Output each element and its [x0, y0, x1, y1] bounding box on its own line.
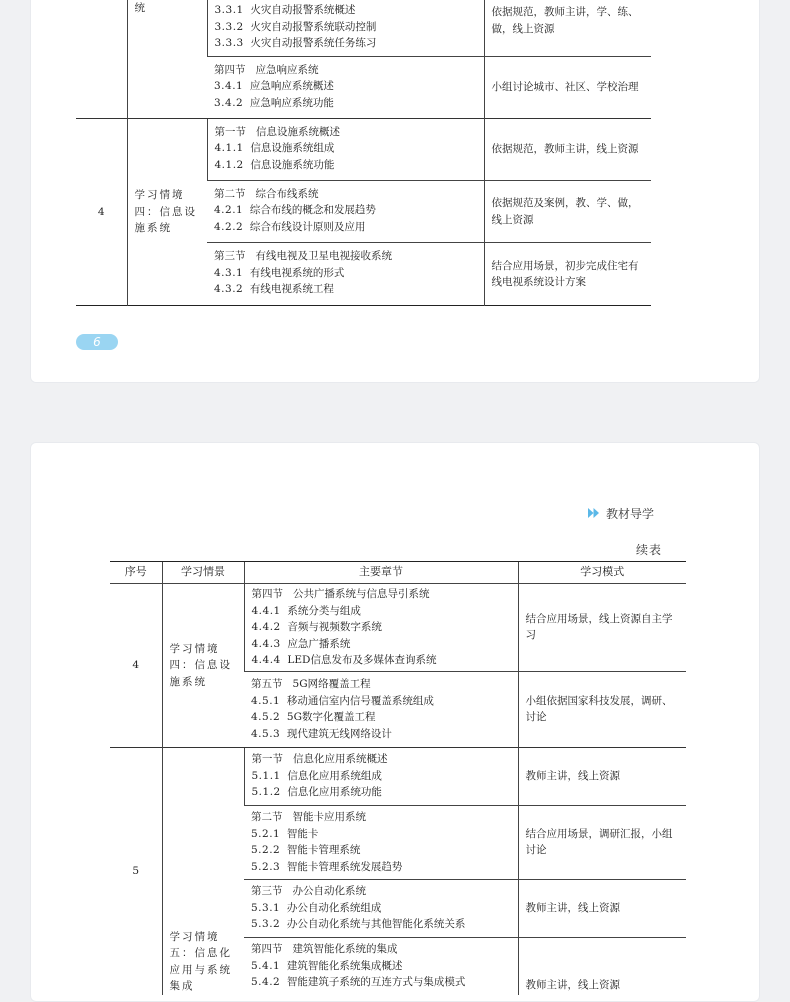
chapter-line: 4.3.2 有线电视系统工程: [214, 283, 334, 296]
chapter-cell: [207, 243, 484, 306]
chapter-line: 第一节 信息设施系统概述: [214, 125, 341, 138]
chapter-line: 4.5.2 5G数字化覆盖工程: [251, 711, 376, 723]
chapter-line: 第三节 有线电视及卫星电视接收系统: [214, 250, 393, 263]
chapter-line: 第三节 办公自动化系统: [251, 885, 367, 898]
mode-cell: 依据规范，教师主讲，线上资源: [484, 119, 651, 181]
chapter-line: 5.4.2 智能建筑子系统的互连方式与集成模式: [251, 976, 466, 989]
chapter-line: 4.1.2 信息设施系统功能: [214, 158, 335, 171]
chapter-line: 5.2.1 智能卡: [251, 827, 319, 840]
chapter-line: 4.5.3 现代建筑无线网络设计: [251, 727, 392, 740]
chapter-line: 5.4.1 建筑智能化系统集成概述: [251, 959, 403, 972]
chapter-cell: [207, 181, 484, 243]
chapter-line: 第四节 建筑智能化系统的集成: [251, 943, 398, 956]
chapter-cell: [244, 584, 518, 672]
chapter-line: 3.3.2 火灾自动报警系统联动控制: [214, 20, 377, 33]
guide-label: 教材导学: [606, 506, 655, 521]
chapter-line: 3.3.1 火灾自动报警系统概述: [214, 4, 356, 17]
chapter-line: 第五节 5G网络覆盖工程: [251, 678, 371, 690]
index-cell: 4: [76, 119, 127, 306]
chapter-line: 5.1.1 信息化应用系统组成: [251, 769, 382, 782]
context-cell: 学习情境五：信息化应用与系统集成: [162, 747, 244, 995]
chapter-line: 3.4.2 应急响应系统功能: [214, 96, 334, 109]
table-row: [110, 584, 686, 672]
chapter-line: 5.3.2 办公自动化系统与其他智能化系统关系: [251, 918, 466, 931]
chapter-line: 4.1.1 信息设施系统组成: [214, 142, 335, 155]
chapter-cell: [244, 937, 518, 995]
chapter-cell: [244, 747, 518, 805]
chapter-line: 3.4.1 应急响应系统概述: [214, 80, 334, 93]
column-header-context: 学习情景: [162, 562, 244, 584]
table-header-row: [110, 562, 686, 584]
learning-table-page-2: [110, 561, 686, 995]
chapter-line: 3.3.3 火灾自动报警系统任务练习: [214, 37, 377, 50]
index-cell: 4: [110, 584, 162, 748]
chapter-line: 5.2.2 智能卡管理系统: [251, 844, 361, 856]
table-row: [110, 747, 686, 805]
learning-table-page-1: [76, 0, 651, 306]
mode-cell: 教师主讲，线上资源: [518, 747, 686, 805]
index-cell: 5: [110, 747, 162, 995]
context-cell: 学习情境四：信息设施系统: [162, 584, 244, 748]
chapter-line: 4.3.1 有线电视系统的形式: [214, 266, 345, 279]
chapter-line: 5.3.1 办公自动化系统组成: [251, 901, 382, 914]
chapter-line: 4.4.3 应急广播系统: [251, 637, 351, 650]
chapter-line: 4.2.1 综合布线的概念和发展趋势: [214, 204, 376, 217]
page-number-badge: 6: [76, 334, 118, 350]
chapter-cell: [207, 0, 484, 57]
mode-cell: 教师主讲，线上资源: [518, 879, 686, 937]
chapter-cell: [207, 119, 484, 181]
chapter-line: 4.4.1 系统分类与组成: [251, 604, 361, 617]
mode-cell: 结合应用场景，调研汇报，小组讨论: [518, 805, 686, 879]
context-cell: 统: [127, 0, 207, 119]
mode-cell: 依据规范及案例，教、学、做，线上资源: [484, 181, 651, 243]
chapter-cell: [207, 57, 484, 119]
chapter-line: 4.5.1 移动通信室内信号覆盖系统组成: [251, 694, 434, 707]
mode-cell: 结合应用场景，初步完成住宅有线电视系统设计方案: [484, 243, 651, 306]
chapter-cell: [244, 805, 518, 879]
table-row: [76, 0, 651, 57]
column-header-mode: 学习模式: [518, 562, 686, 584]
mode-cell: 依据规范，教师主讲，学、练、做，线上资源: [484, 0, 651, 57]
chapter-line: 第四节 应急响应系统: [214, 63, 319, 76]
mode-cell: 教师主讲，线上资源: [518, 937, 686, 995]
chapter-line: 5.2.3 智能卡管理系统发展趋势: [251, 860, 403, 873]
chapter-line: 第二节 综合布线系统: [214, 187, 319, 200]
chapter-line: 4.4.2 音频与视频数字系统: [251, 621, 382, 633]
mode-cell: 小组依据国家科技发展，调研、讨论: [518, 671, 686, 747]
section-guide-header: [588, 504, 654, 522]
chapter-cell: [244, 879, 518, 937]
mode-cell: 结合应用场景，线上资源自主学习: [518, 584, 686, 672]
double-triangle-right-icon: [588, 508, 600, 518]
chapter-cell: [244, 671, 518, 747]
mode-cell: 小组讨论城市、社区、学校治理: [484, 57, 651, 119]
chapter-line: 4.4.4 LED信息发布及多媒体查询系统: [251, 654, 437, 666]
chapter-line: 第一节 信息化应用系统概述: [251, 753, 388, 766]
continued-table-label: 续表: [636, 543, 663, 557]
index-cell: [76, 0, 127, 119]
chapter-line: 第四节 公共广播系统与信息导引系统: [251, 588, 430, 600]
column-header-chapters: 主要章节: [244, 562, 518, 584]
chapter-line: 4.2.2 综合布线设计原则及应用: [214, 220, 366, 233]
context-cell: 学习情境四：信息设施系统: [127, 119, 207, 306]
table-row: [76, 119, 651, 181]
chapter-line: 第二节 智能卡应用系统: [251, 811, 367, 823]
column-header-index: 序号: [110, 562, 162, 584]
chapter-line: 5.1.2 信息化应用系统功能: [251, 786, 382, 799]
